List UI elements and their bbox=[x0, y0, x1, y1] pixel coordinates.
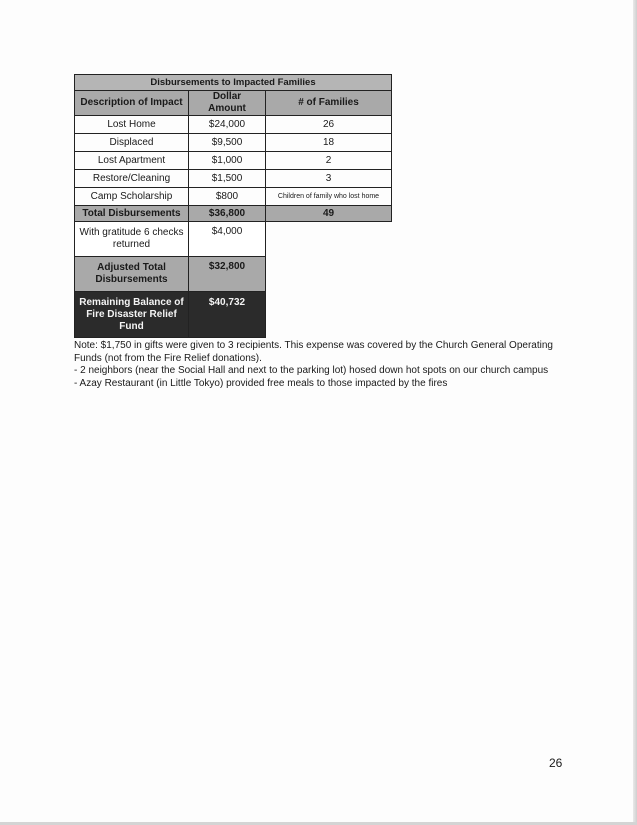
page-number: 26 bbox=[549, 756, 563, 770]
header-number-of-families: # of Families bbox=[266, 91, 392, 116]
returned-checks-row bbox=[75, 222, 392, 257]
adjusted-total-amount: $32,800 bbox=[189, 257, 266, 292]
row-families: Children of family who lost home bbox=[266, 188, 392, 206]
note-neighbors: - 2 neighbors (near the Social Hall and next to the parking lot) hosed down hot spots on our church campus bbox=[74, 365, 549, 376]
disbursements-table bbox=[74, 74, 392, 338]
header-dollar-amount: Dollar Amount bbox=[189, 91, 266, 116]
row-description: Camp Scholarship bbox=[75, 188, 189, 206]
table-row bbox=[75, 170, 392, 188]
table-row bbox=[75, 188, 392, 206]
total-families: 49 bbox=[266, 206, 392, 222]
header-description: Description of Impact bbox=[75, 91, 189, 116]
row-families: 26 bbox=[266, 116, 392, 134]
row-amount: $1,500 bbox=[189, 170, 266, 188]
notes-section bbox=[74, 340, 564, 390]
disbursements-table-container bbox=[74, 74, 392, 338]
row-description: Lost Apartment bbox=[75, 152, 189, 170]
table-title: Disbursements to Impacted Families bbox=[75, 75, 392, 91]
row-families: 2 bbox=[266, 152, 392, 170]
row-description: Displaced bbox=[75, 134, 189, 152]
table-header-row bbox=[75, 91, 392, 116]
remaining-balance-row bbox=[75, 292, 392, 338]
scan-edge bbox=[633, 0, 637, 825]
row-families: 3 bbox=[266, 170, 392, 188]
adjusted-total-row bbox=[75, 257, 392, 292]
returned-checks-amount: $4,000 bbox=[189, 222, 266, 257]
row-amount: $24,000 bbox=[189, 116, 266, 134]
row-amount: $9,500 bbox=[189, 134, 266, 152]
table-row bbox=[75, 134, 392, 152]
row-description: Restore/Cleaning bbox=[75, 170, 189, 188]
remaining-balance-amount: $40,732 bbox=[189, 292, 266, 338]
row-description: Lost Home bbox=[75, 116, 189, 134]
returned-checks-label: With gratitude 6 checks returned bbox=[75, 222, 189, 257]
total-row bbox=[75, 206, 392, 222]
row-amount: $800 bbox=[189, 188, 266, 206]
row-families: 18 bbox=[266, 134, 392, 152]
table-row bbox=[75, 116, 392, 134]
remaining-balance-label: Remaining Balance of Fire Disaster Relief Fund bbox=[75, 292, 189, 338]
table-title-row bbox=[75, 75, 392, 91]
total-amount: $36,800 bbox=[189, 206, 266, 222]
adjusted-total-label: Adjusted Total Disbursements bbox=[75, 257, 189, 292]
note-restaurant: - Azay Restaurant (in Little Tokyo) provided free meals to those impacted by the fires bbox=[74, 377, 448, 389]
total-label: Total Disbursements bbox=[75, 206, 189, 222]
table-row bbox=[75, 152, 392, 170]
row-amount: $1,000 bbox=[189, 152, 266, 170]
note-gifts: Note: $1,750 in gifts were given to 3 recipients. This expense was covered by the Church General Operating Funds (not from the Fire Relief donations). bbox=[74, 340, 553, 364]
